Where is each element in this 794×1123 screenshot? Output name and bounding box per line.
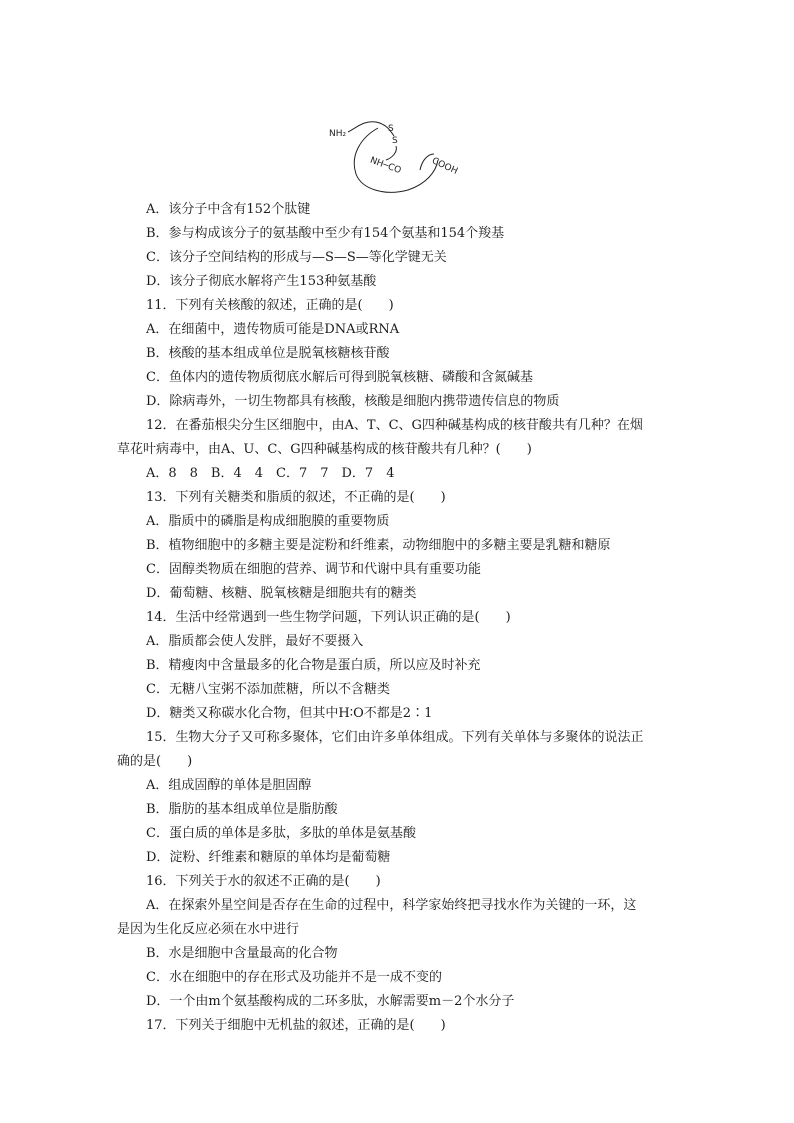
text-line: C．蛋白质的单体是多肽，多肽的单体是氨基酸 <box>146 826 416 841</box>
text-line: B．水是细胞中含量最高的化合物 <box>146 946 338 961</box>
text-line: C．鱼体内的遗传物质彻底水解后可得到脱氧核糖、磷酸和含氮碱基 <box>146 370 533 385</box>
question-stem: 17．下列关于细胞中无机盐的叙述，正确的是( ) <box>146 1018 446 1033</box>
text-line: B．参与构成该分子的氨基酸中至少有154个氨基和154个羧基 <box>146 226 505 241</box>
text-line: 草花叶病毒中，由A、U、C、G四种碱基构成的核苷酸共有几种？( ) <box>117 442 532 457</box>
text-line: C．固醇类物质在细胞的营养、调节和代谢中具有重要功能 <box>146 562 481 577</box>
sulfur-label-1: S <box>388 124 394 134</box>
text-line: A．组成固醇的单体是胆固醇 <box>146 778 312 793</box>
question-stem: 13．下列有关糖类和脂质的叙述，不正确的是( ) <box>146 490 446 505</box>
text-line: C．该分子空间结构的形成与—S—S—等化学键无关 <box>146 250 447 265</box>
nh2-label: NH₂ <box>329 129 347 139</box>
text-line: C．无糖八宝粥不添加蔗糖，所以不含糖类 <box>146 682 390 697</box>
peptide-bond-label: NH─CO <box>368 155 403 177</box>
text-line: D．除病毒外，一切生物都具有核酸，核酸是细胞内携带遗传信息的物质 <box>146 394 560 409</box>
text-line: B．核酸的基本组成单位是脱氧核糖核苷酸 <box>146 346 390 361</box>
text-line: 是因为生化反应必须在水中进行 <box>117 922 300 937</box>
text-line: A．8 8 B．4 4 C．7 7 D．7 4 <box>146 466 395 481</box>
text-line: B．脂肪的基本组成单位是脂肪酸 <box>146 802 338 817</box>
text-line: A．该分子中含有152个肽键 <box>146 202 311 217</box>
cooh-label: COOH <box>430 156 460 177</box>
disulfide-bond-line <box>386 146 396 160</box>
question-stem: 15．生物大分子又可称多聚体，它们由许多单体组成。下列有关单体与多聚体的说法正 <box>146 730 644 745</box>
sulfur-label-2: S <box>392 136 398 146</box>
question-stem: 12．在番茄根尖分生区细胞中，由A、T、C、G四种碱基构成的核苷酸共有几种？在烟 <box>146 418 643 433</box>
text-line: C．水在细胞中的存在形式及功能并不是一成不变的 <box>146 970 442 985</box>
text-line: D．淀粉、纤维素和糖原的单体均是葡萄糖 <box>146 850 391 865</box>
text-line: 确的是( ) <box>117 754 193 769</box>
text-line: D．一个由m个氨基酸构成的二环多肽，水解需要m－2个水分子 <box>146 994 515 1009</box>
text-line: A．脂质中的磷脂是构成细胞膜的重要物质 <box>146 514 390 529</box>
question-stem: 16．下列关于水的叙述不正确的是( ) <box>146 874 381 889</box>
text-line: B．植物细胞中的多糖主要是淀粉和纤维素，动物细胞中的多糖主要是乳糖和糖原 <box>146 538 611 553</box>
text-line: A．脂质都会使人发胖，最好不要摄入 <box>146 634 364 649</box>
text-line: A．在细菌中，遗传物质可能是DNA或RNA <box>146 322 400 337</box>
text-line: D．葡萄糖、核糖、脱氧核糖是细胞共有的糖类 <box>146 586 417 601</box>
question-text <box>117 198 679 1038</box>
question-stem: 14．生活中经常遇到一些生物学问题，下列认识正确的是( ) <box>146 610 511 625</box>
text-line: D．糖类又称碳水化合物，但其中H∶O不都是2∶1 <box>146 706 433 721</box>
question-stem: 11．下列有关核酸的叙述，正确的是( ) <box>146 298 394 313</box>
text-line: D．该分子彻底水解将产生153种氨基酸 <box>146 274 377 289</box>
protein-structure-diagram <box>326 116 466 196</box>
text-line: A．在探索外星空间是否存在生命的过程中，科学家始终把寻找水作为关键的一环，这 <box>146 898 637 913</box>
text-line: B．精瘦肉中含量最多的化合物是蛋白质，所以应及时补充 <box>146 658 481 673</box>
